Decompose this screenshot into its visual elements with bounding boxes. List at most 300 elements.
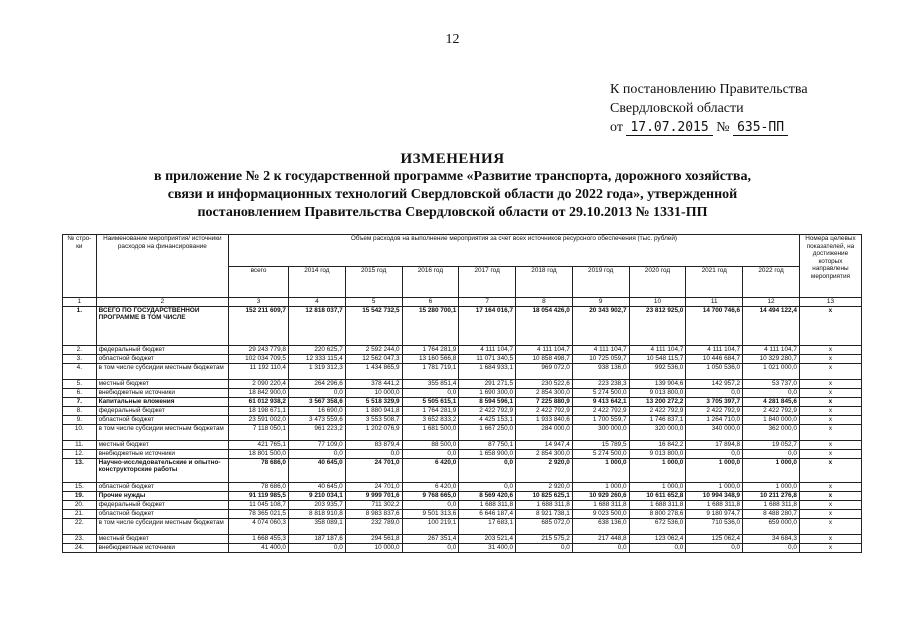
value-cell: 421 765,1 bbox=[229, 440, 289, 449]
value-cell: 23 591 002,0 bbox=[229, 415, 289, 424]
row-number-cell: 19. bbox=[63, 491, 97, 500]
value-cell: 15 542 732,5 bbox=[345, 306, 402, 345]
header-year: 2015 год bbox=[345, 266, 402, 298]
value-cell: 6 420,0 bbox=[402, 458, 459, 482]
value-cell: 320 000,0 bbox=[629, 424, 686, 440]
target-cell: х bbox=[799, 354, 861, 363]
value-cell: 8 983 837,6 bbox=[345, 509, 402, 518]
value-cell: 125 062,4 bbox=[686, 534, 743, 543]
value-cell: 217 448,8 bbox=[572, 534, 629, 543]
row-name-cell: ВСЕГО ПО ГОСУДАРСТВЕННОЙ ПРОГРАММЕ В ТОМ ЧИСЛЕ bbox=[96, 306, 228, 345]
value-cell: 34 684,3 bbox=[743, 534, 800, 543]
value-cell: 9 501 313,6 bbox=[402, 509, 459, 518]
value-cell: 9 023 500,0 bbox=[572, 509, 629, 518]
value-cell: 1 840 000,0 bbox=[743, 415, 800, 424]
value-cell: 14 494 122,4 bbox=[743, 306, 800, 345]
value-cell: 223 238,3 bbox=[572, 379, 629, 388]
value-cell: 1 000,0 bbox=[686, 458, 743, 482]
column-index-cell: 6 bbox=[402, 298, 459, 307]
value-cell: 203 521,4 bbox=[459, 534, 516, 543]
value-cell: 2 422 792,9 bbox=[459, 406, 516, 415]
value-cell: 5 274 500,0 bbox=[572, 449, 629, 458]
value-cell: 4 111 104,7 bbox=[572, 345, 629, 354]
value-cell: 14 947,4 bbox=[516, 440, 573, 449]
value-cell: 0,0 bbox=[288, 388, 345, 397]
value-cell: 187 187,6 bbox=[288, 534, 345, 543]
row-name-cell: местный бюджет bbox=[96, 379, 228, 388]
value-cell: 1 781 719,1 bbox=[402, 363, 459, 379]
value-cell: 0,0 bbox=[743, 388, 800, 397]
value-cell: 0,0 bbox=[288, 543, 345, 552]
value-cell: 41 400,0 bbox=[229, 543, 289, 552]
value-cell: 53 737,0 bbox=[743, 379, 800, 388]
row-name-cell: внебюджетные источники bbox=[96, 388, 228, 397]
decree-line-1: К постановлению Правительства bbox=[610, 82, 808, 97]
target-cell: х bbox=[799, 363, 861, 379]
table-row bbox=[63, 406, 862, 415]
value-cell: 1 688 311,8 bbox=[629, 500, 686, 509]
value-cell: 1 933 840,6 bbox=[516, 415, 573, 424]
value-cell: 12 818 037,7 bbox=[288, 306, 345, 345]
value-cell: 88 500,0 bbox=[402, 440, 459, 449]
title-line-3: постановлением Правительства Свердловской области от 29.10.2013 № 1331-ПП bbox=[197, 205, 708, 220]
value-cell: 1 264 710,0 bbox=[686, 415, 743, 424]
value-cell: 2 920,0 bbox=[516, 482, 573, 491]
value-cell: 284 000,0 bbox=[516, 424, 573, 440]
value-cell: 152 211 609,7 bbox=[229, 306, 289, 345]
header-year: 2020 год bbox=[629, 266, 686, 298]
value-cell: 232 789,0 bbox=[345, 518, 402, 534]
value-cell: 4 111 104,7 bbox=[516, 345, 573, 354]
value-cell: 29 243 779,8 bbox=[229, 345, 289, 354]
value-cell: 672 536,0 bbox=[629, 518, 686, 534]
value-cell: 12 333 115,4 bbox=[288, 354, 345, 363]
row-number-cell: 2. bbox=[63, 345, 97, 354]
value-cell: 2 090 220,4 bbox=[229, 379, 289, 388]
value-cell: 0,0 bbox=[743, 449, 800, 458]
value-cell: 711 302,2 bbox=[345, 500, 402, 509]
table-row bbox=[63, 543, 862, 552]
value-cell: 139 904,6 bbox=[629, 379, 686, 388]
value-cell: 0,0 bbox=[686, 449, 743, 458]
title-heading: ИЗМЕНЕНИЯ bbox=[400, 151, 505, 167]
row-name-cell: областной бюджет bbox=[96, 354, 228, 363]
value-cell: 2 422 792,9 bbox=[516, 406, 573, 415]
value-cell: 10 929 260,6 bbox=[572, 491, 629, 500]
header-year: всего bbox=[229, 266, 289, 298]
value-cell: 10 994 348,9 bbox=[686, 491, 743, 500]
value-cell: 8 818 910,8 bbox=[288, 509, 345, 518]
value-cell: 9 013 800,0 bbox=[629, 388, 686, 397]
table-row bbox=[63, 415, 862, 424]
row-name-cell: внебюджетные источники bbox=[96, 449, 228, 458]
value-cell: 4 111 104,7 bbox=[686, 345, 743, 354]
value-cell: 13 160 566,8 bbox=[402, 354, 459, 363]
row-number-cell: 7. bbox=[63, 397, 97, 406]
value-cell: 77 109,0 bbox=[288, 440, 345, 449]
table-row bbox=[63, 345, 862, 354]
value-cell: 10 000,0 bbox=[345, 543, 402, 552]
value-cell: 710 536,0 bbox=[686, 518, 743, 534]
row-number-cell: 21. bbox=[63, 509, 97, 518]
table-row bbox=[63, 363, 862, 379]
row-number-cell: 6. bbox=[63, 388, 97, 397]
table-row bbox=[63, 449, 862, 458]
value-cell: 0,0 bbox=[402, 500, 459, 509]
value-cell: 10 858 498,7 bbox=[516, 354, 573, 363]
target-cell: х bbox=[799, 482, 861, 491]
decree-number-label: № bbox=[716, 120, 730, 135]
changes-table bbox=[62, 234, 862, 553]
value-cell: 1 764 281,9 bbox=[402, 406, 459, 415]
target-cell: х bbox=[799, 379, 861, 388]
value-cell: 1 688 311,8 bbox=[459, 500, 516, 509]
column-index-row bbox=[63, 298, 862, 307]
target-cell: х bbox=[799, 440, 861, 449]
value-cell: 1 000,0 bbox=[743, 482, 800, 491]
value-cell: 0,0 bbox=[459, 458, 516, 482]
value-cell: 1 434 865,9 bbox=[345, 363, 402, 379]
value-cell: 8 800 278,6 bbox=[629, 509, 686, 518]
row-number-cell: 3. bbox=[63, 354, 97, 363]
value-cell: 1 700 559,7 bbox=[572, 415, 629, 424]
value-cell: 0,0 bbox=[459, 482, 516, 491]
value-cell: 10 000,0 bbox=[345, 388, 402, 397]
page-number: 12 bbox=[445, 32, 460, 47]
table-row bbox=[63, 397, 862, 406]
table-row bbox=[63, 518, 862, 534]
value-cell: 294 561,8 bbox=[345, 534, 402, 543]
value-cell: 2 422 792,9 bbox=[572, 406, 629, 415]
row-name-cell: федеральный бюджет bbox=[96, 406, 228, 415]
row-number-cell: 12. bbox=[63, 449, 97, 458]
target-cell: х bbox=[799, 509, 861, 518]
value-cell: 340 000,0 bbox=[686, 424, 743, 440]
table-row bbox=[63, 306, 862, 345]
column-index-cell: 12 bbox=[743, 298, 800, 307]
row-number-cell: 10. bbox=[63, 424, 97, 440]
row-name-cell: Прочие нужды bbox=[96, 491, 228, 500]
value-cell: 78 686,0 bbox=[229, 482, 289, 491]
table-row bbox=[63, 482, 862, 491]
value-cell: 100 219,1 bbox=[402, 518, 459, 534]
document-title bbox=[0, 150, 905, 222]
row-name-cell: областной бюджет bbox=[96, 482, 228, 491]
value-cell: 1 668 455,3 bbox=[229, 534, 289, 543]
row-number-cell: 1. bbox=[63, 306, 97, 345]
value-cell: 1 000,0 bbox=[629, 482, 686, 491]
value-cell: 2 422 792,9 bbox=[686, 406, 743, 415]
header-row-number: № стро-ки bbox=[63, 235, 97, 298]
table-row bbox=[63, 509, 862, 518]
header-year: 2016 год bbox=[402, 266, 459, 298]
value-cell: 0,0 bbox=[402, 543, 459, 552]
value-cell: 4 111 104,7 bbox=[743, 345, 800, 354]
target-cell: х bbox=[799, 388, 861, 397]
value-cell: 18 198 671,1 bbox=[229, 406, 289, 415]
value-cell: 0,0 bbox=[402, 449, 459, 458]
decree-line-2: Свердловской области bbox=[610, 101, 744, 116]
value-cell: 300 000,0 bbox=[572, 424, 629, 440]
row-number-cell: 8. bbox=[63, 406, 97, 415]
value-cell: 3 652 833,2 bbox=[402, 415, 459, 424]
row-number-cell: 23. bbox=[63, 534, 97, 543]
value-cell: 91 119 985,5 bbox=[229, 491, 289, 500]
value-cell: 0,0 bbox=[345, 449, 402, 458]
value-cell: 2 854 300,0 bbox=[516, 388, 573, 397]
title-line-2: связи и информационных технологий Свердловской области до 2022 года», утвержденной bbox=[167, 187, 738, 202]
value-cell: 15 789,5 bbox=[572, 440, 629, 449]
value-cell: 9 210 034,1 bbox=[288, 491, 345, 500]
row-number-cell: 22. bbox=[63, 518, 97, 534]
value-cell: 18 842 900,0 bbox=[229, 388, 289, 397]
value-cell: 1 688 311,8 bbox=[686, 500, 743, 509]
value-cell: 1 000,0 bbox=[572, 482, 629, 491]
value-cell: 14 700 746,6 bbox=[686, 306, 743, 345]
value-cell: 638 136,0 bbox=[572, 518, 629, 534]
value-cell: 8 594 596,1 bbox=[459, 397, 516, 406]
value-cell: 17 683,1 bbox=[459, 518, 516, 534]
value-cell: 355 851,4 bbox=[402, 379, 459, 388]
row-number-cell: 13. bbox=[63, 458, 97, 482]
table-row bbox=[63, 424, 862, 440]
row-name-cell: федеральный бюджет bbox=[96, 500, 228, 509]
value-cell: 1 658 900,0 bbox=[459, 449, 516, 458]
value-cell: 1 690 300,0 bbox=[459, 388, 516, 397]
value-cell: 0,0 bbox=[629, 543, 686, 552]
value-cell: 10 446 684,7 bbox=[686, 354, 743, 363]
value-cell: 0,0 bbox=[686, 388, 743, 397]
value-cell: 6 420,0 bbox=[402, 482, 459, 491]
value-cell: 0,0 bbox=[288, 449, 345, 458]
value-cell: 1 688 311,8 bbox=[516, 500, 573, 509]
value-cell: 1 202 076,9 bbox=[345, 424, 402, 440]
value-cell: 220 625,7 bbox=[288, 345, 345, 354]
row-name-cell: областной бюджет bbox=[96, 509, 228, 518]
value-cell: 40 645,0 bbox=[288, 482, 345, 491]
row-number-cell: 15. bbox=[63, 482, 97, 491]
column-index-cell: 3 bbox=[229, 298, 289, 307]
decree-from-label: от bbox=[610, 120, 623, 135]
column-index-cell: 4 bbox=[288, 298, 345, 307]
value-cell: 1 880 941,8 bbox=[345, 406, 402, 415]
table-row bbox=[63, 440, 862, 449]
value-cell: 938 136,0 bbox=[572, 363, 629, 379]
value-cell: 1 746 837,1 bbox=[629, 415, 686, 424]
row-name-cell: областной бюджет bbox=[96, 415, 228, 424]
value-cell: 8 488 280,7 bbox=[743, 509, 800, 518]
row-name-cell: в том числе субсидии местным бюджетам bbox=[96, 424, 228, 440]
value-cell: 0,0 bbox=[516, 543, 573, 552]
value-cell: 230 522,6 bbox=[516, 379, 573, 388]
value-cell: 61 012 938,2 bbox=[229, 397, 289, 406]
value-cell: 15 280 700,1 bbox=[402, 306, 459, 345]
value-cell: 3 473 559,6 bbox=[288, 415, 345, 424]
column-index-cell: 13 bbox=[799, 298, 861, 307]
value-cell: 9 768 665,0 bbox=[402, 491, 459, 500]
value-cell: 4 111 104,7 bbox=[459, 345, 516, 354]
row-number-cell: 5. bbox=[63, 379, 97, 388]
target-cell: х bbox=[799, 415, 861, 424]
value-cell: 4 281 845,6 bbox=[743, 397, 800, 406]
value-cell: 19 052,7 bbox=[743, 440, 800, 449]
value-cell: 1 667 250,0 bbox=[459, 424, 516, 440]
value-cell: 12 562 047,3 bbox=[345, 354, 402, 363]
value-cell: 13 200 272,2 bbox=[629, 397, 686, 406]
row-name-cell: внебюджетные источники bbox=[96, 543, 228, 552]
value-cell: 18 801 500,0 bbox=[229, 449, 289, 458]
value-cell: 0,0 bbox=[743, 543, 800, 552]
column-index-cell: 2 bbox=[96, 298, 228, 307]
target-cell: х bbox=[799, 424, 861, 440]
header-year: 2021 год bbox=[686, 266, 743, 298]
value-cell: 10 611 652,8 bbox=[629, 491, 686, 500]
value-cell: 961 223,2 bbox=[288, 424, 345, 440]
value-cell: 685 072,0 bbox=[516, 518, 573, 534]
value-cell: 8 921 738,1 bbox=[516, 509, 573, 518]
table-row bbox=[63, 379, 862, 388]
value-cell: 142 957,2 bbox=[686, 379, 743, 388]
header-year: 2017 год bbox=[459, 266, 516, 298]
value-cell: 11 071 340,5 bbox=[459, 354, 516, 363]
value-cell: 16 690,0 bbox=[288, 406, 345, 415]
value-cell: 78 365 021,5 bbox=[229, 509, 289, 518]
decree-date: 17.07.2015 bbox=[626, 120, 712, 136]
value-cell: 215 575,2 bbox=[516, 534, 573, 543]
column-index-cell: 11 bbox=[686, 298, 743, 307]
value-cell: 378 441,2 bbox=[345, 379, 402, 388]
value-cell: 2 920,0 bbox=[516, 458, 573, 482]
value-cell: 102 034 709,5 bbox=[229, 354, 289, 363]
value-cell: 3 567 358,6 bbox=[288, 397, 345, 406]
value-cell: 83 879,4 bbox=[345, 440, 402, 449]
target-cell: х bbox=[799, 397, 861, 406]
value-cell: 2 854 300,0 bbox=[516, 449, 573, 458]
value-cell: 0,0 bbox=[402, 388, 459, 397]
target-cell: х bbox=[799, 500, 861, 509]
value-cell: 5 274 500,0 bbox=[572, 388, 629, 397]
table-row bbox=[63, 500, 862, 509]
table-row bbox=[63, 388, 862, 397]
value-cell: 4 074 060,3 bbox=[229, 518, 289, 534]
value-cell: 5 505 615,1 bbox=[402, 397, 459, 406]
column-index-cell: 5 bbox=[345, 298, 402, 307]
value-cell: 2 422 792,9 bbox=[743, 406, 800, 415]
header-volume: Объем расходов на выполнение мероприятия за счет всех источников ресурсного обеспечения (тыс. рублей) bbox=[229, 235, 800, 267]
column-index-cell: 1 bbox=[63, 298, 97, 307]
value-cell: 2 422 792,9 bbox=[629, 406, 686, 415]
value-cell: 17 164 016,7 bbox=[459, 306, 516, 345]
row-name-cell: федеральный бюджет bbox=[96, 345, 228, 354]
value-cell: 78 686,0 bbox=[229, 458, 289, 482]
value-cell: 5 518 329,9 bbox=[345, 397, 402, 406]
value-cell: 1 000,0 bbox=[629, 458, 686, 482]
target-cell: х bbox=[799, 406, 861, 415]
target-cell: х bbox=[799, 543, 861, 552]
title-line-1: в приложение № 2 к государственной программе «Развитие транспорта, дорожного хозяйства, bbox=[154, 169, 751, 184]
column-index-cell: 10 bbox=[629, 298, 686, 307]
value-cell: 123 062,4 bbox=[629, 534, 686, 543]
value-cell: 1 000,0 bbox=[686, 482, 743, 491]
table-row bbox=[63, 534, 862, 543]
value-cell: 7 225 880,9 bbox=[516, 397, 573, 406]
row-name-cell: местный бюджет bbox=[96, 440, 228, 449]
table-row bbox=[63, 354, 862, 363]
value-cell: 4 111 104,7 bbox=[629, 345, 686, 354]
row-name-cell: в том числе субсидии местным бюджетам bbox=[96, 363, 228, 379]
value-cell: 9 180 974,7 bbox=[686, 509, 743, 518]
value-cell: 267 351,4 bbox=[402, 534, 459, 543]
value-cell: 969 072,0 bbox=[516, 363, 573, 379]
header-year: 2018 год bbox=[516, 266, 573, 298]
row-name-cell: Научно-исследовательские и опытно-конструкторские работы bbox=[96, 458, 228, 482]
value-cell: 1 684 933,1 bbox=[459, 363, 516, 379]
value-cell: 203 935,7 bbox=[288, 500, 345, 509]
value-cell: 20 343 902,7 bbox=[572, 306, 629, 345]
value-cell: 9 013 800,0 bbox=[629, 449, 686, 458]
value-cell: 1 319 312,3 bbox=[288, 363, 345, 379]
value-cell: 659 000,0 bbox=[743, 518, 800, 534]
value-cell: 3 553 508,7 bbox=[345, 415, 402, 424]
value-cell: 9 999 701,6 bbox=[345, 491, 402, 500]
value-cell: 1 681 500,0 bbox=[402, 424, 459, 440]
row-number-cell: 20. bbox=[63, 500, 97, 509]
target-cell: х bbox=[799, 449, 861, 458]
value-cell: 87 750,1 bbox=[459, 440, 516, 449]
value-cell: 24 701,0 bbox=[345, 482, 402, 491]
row-name-cell: местный бюджет bbox=[96, 534, 228, 543]
value-cell: 992 536,0 bbox=[629, 363, 686, 379]
target-cell: х bbox=[799, 345, 861, 354]
value-cell: 2 592 244,0 bbox=[345, 345, 402, 354]
header-year: 2019 год bbox=[572, 266, 629, 298]
value-cell: 11 192 110,4 bbox=[229, 363, 289, 379]
value-cell: 10 825 625,1 bbox=[516, 491, 573, 500]
column-index-cell: 9 bbox=[572, 298, 629, 307]
decree-number: 635-ПП bbox=[733, 120, 788, 136]
header-year: 2014 год bbox=[288, 266, 345, 298]
header-name: Наименование мероприятия/ источники расходов на финансирование bbox=[96, 235, 228, 298]
value-cell: 1 688 311,8 bbox=[743, 500, 800, 509]
value-cell: 291 271,5 bbox=[459, 379, 516, 388]
header-target: Номера целевых показателей, на достижение которых направлены мероприятия bbox=[799, 235, 861, 298]
value-cell: 31 400,0 bbox=[459, 543, 516, 552]
row-number-cell: 24. bbox=[63, 543, 97, 552]
header-row-1 bbox=[63, 235, 862, 267]
value-cell: 1 050 536,0 bbox=[686, 363, 743, 379]
value-cell: 264 296,6 bbox=[288, 379, 345, 388]
decree-date-line bbox=[610, 118, 808, 137]
header-year: 2022 год bbox=[743, 266, 800, 298]
value-cell: 10 329 280,7 bbox=[743, 354, 800, 363]
value-cell: 6 646 187,4 bbox=[459, 509, 516, 518]
row-name-cell: в том числе субсидии местным бюджетам bbox=[96, 518, 228, 534]
value-cell: 10 725 059,7 bbox=[572, 354, 629, 363]
value-cell: 7 118 050,1 bbox=[229, 424, 289, 440]
value-cell: 8 569 420,6 bbox=[459, 491, 516, 500]
value-cell: 358 089,1 bbox=[288, 518, 345, 534]
value-cell: 0,0 bbox=[686, 543, 743, 552]
value-cell: 10 548 115,7 bbox=[629, 354, 686, 363]
row-number-cell: 4. bbox=[63, 363, 97, 379]
table-row bbox=[63, 458, 862, 482]
value-cell: 11 045 108,7 bbox=[229, 500, 289, 509]
value-cell: 1 688 311,8 bbox=[572, 500, 629, 509]
value-cell: 4 425 153,1 bbox=[459, 415, 516, 424]
row-number-cell: 9. bbox=[63, 415, 97, 424]
value-cell: 1 764 281,9 bbox=[402, 345, 459, 354]
value-cell: 23 812 925,0 bbox=[629, 306, 686, 345]
